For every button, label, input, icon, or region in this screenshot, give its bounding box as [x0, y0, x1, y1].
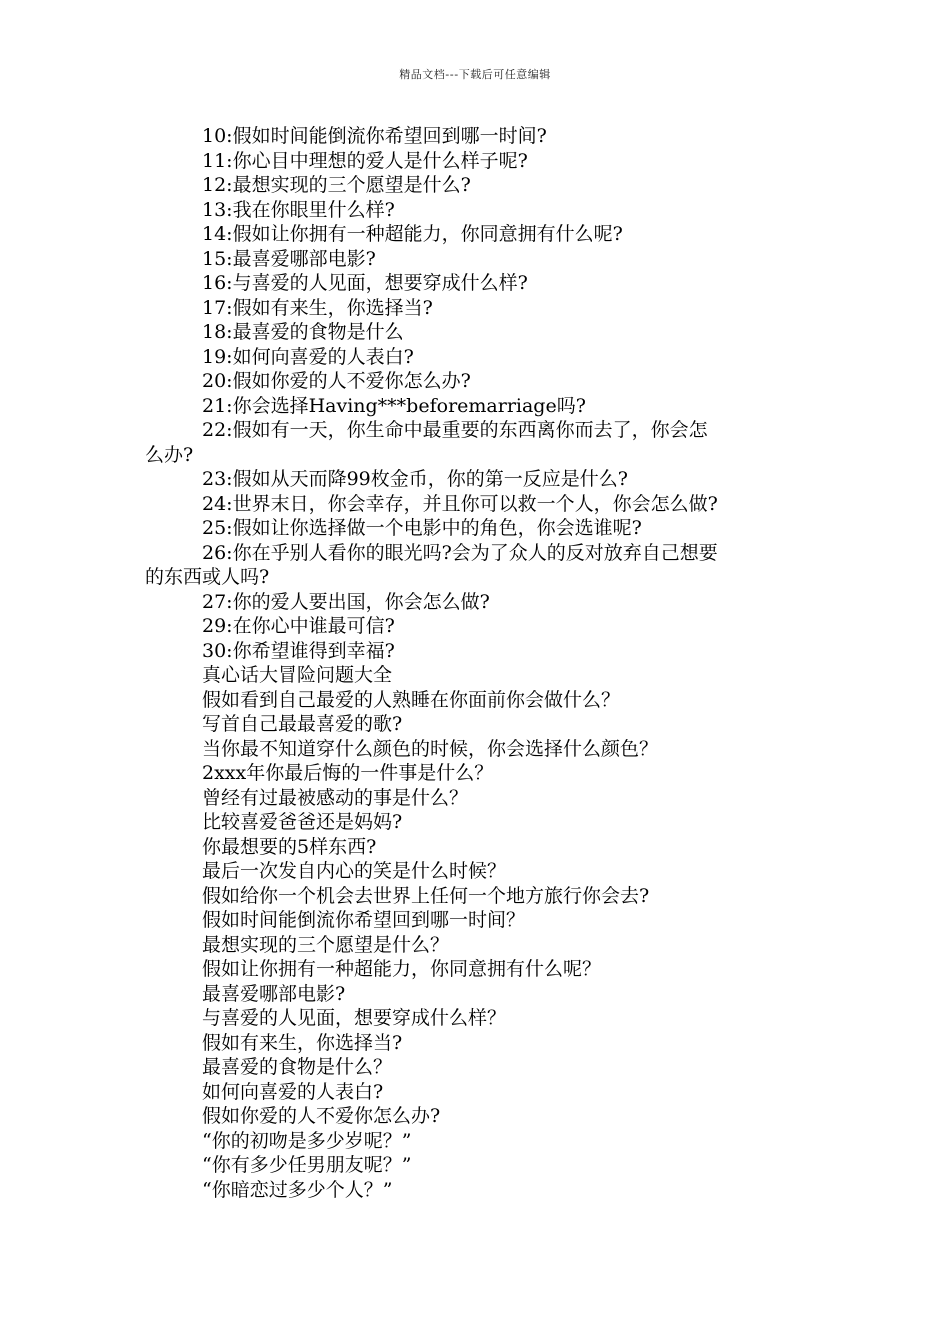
page-header: 精品文档---下载后可任意编辑 [399, 68, 551, 81]
text-line: 10:假如时间能倒流你希望回到哪一时间? [202, 125, 547, 147]
text-line: 26:你在乎别人看你的眼光吗?会为了众人的反对放弃自己想要 [202, 541, 718, 564]
text-line: 11:你心目中理想的爱人是什么样子呢? [202, 149, 528, 172]
text-line: 15:最喜爱哪部电影? [202, 247, 376, 270]
text-line: 假如看到自己最爱的人熟睡在你面前你会做什么？ [202, 688, 621, 711]
text-line: 29:在你心中谁最可信? [202, 615, 395, 637]
text-line: 比较喜爱爸爸还是妈妈? [202, 811, 403, 833]
text-line: 当你最不知道穿什么颜色的时候，你会选择什么颜色？ [202, 737, 659, 760]
text-line: 16:与喜爱的人见面，想要穿成什么样? [202, 272, 528, 294]
text-line: 真心话大冒险问题大全 [202, 664, 393, 686]
text-line: “你有多少任男朋友呢？” [202, 1154, 412, 1176]
text-line: 最想实现的三个愿望是什么？ [202, 933, 450, 956]
text-line: 曾经有过最被感动的事是什么？ [202, 786, 469, 809]
text-line: 写首自己最最喜爱的歌? [202, 713, 403, 735]
text-line: 假如有来生，你选择当? [202, 1031, 403, 1054]
text-line: 与喜爱的人见面，想要穿成什么样？ [202, 1007, 507, 1029]
text-line: 如何向喜爱的人表白? [202, 1080, 384, 1103]
text-line: 的东西或人吗? [145, 566, 270, 588]
text-line: 13:我在你眼里什么样? [202, 198, 395, 221]
text-line: 30:你希望谁得到幸福? [202, 639, 395, 662]
text-line: 假如给你一个机会去世界上任何一个地方旅行你会去? [202, 884, 650, 907]
text-line: 12:最想实现的三个愿望是什么? [202, 174, 471, 196]
text-line: 21:你会选择Having***beforemarriage吗? [202, 394, 586, 417]
text-line: 么办? [145, 443, 194, 466]
text-line: “你的初吻是多少岁呢？” [202, 1129, 412, 1152]
text-line: 17:假如有来生，你选择当? [202, 296, 433, 319]
document-body [145, 124, 815, 1202]
text-line: 14:假如让你拥有一种超能力，你同意拥有什么呢? [202, 223, 623, 245]
text-line: 假如时间能倒流你希望回到哪一时间？ [202, 909, 526, 931]
text-line: 18:最喜爱的食物是什么 [202, 321, 404, 343]
text-line: 19:如何向喜爱的人表白? [202, 345, 414, 368]
text-line: 22:假如有一天，你生命中最重要的东西离你而去了，你会怎 [202, 419, 708, 441]
text-line: 你最想要的5样东西? [202, 835, 377, 858]
text-line: 27:你的爱人要出国，你会怎么做? [202, 590, 490, 613]
text-line: 假如让你拥有一种超能力，你同意拥有什么呢？ [202, 958, 602, 980]
text-line: 假如你爱的人不爱你怎么办? [202, 1105, 441, 1127]
text-line: 20:假如你爱的人不爱你怎么办? [202, 370, 471, 392]
text-line: “你暗恋过多少个人？” [202, 1178, 393, 1201]
text-line: 24:世界末日，你会幸存，并且你可以救一个人，你会怎么做? [202, 492, 718, 515]
text-line: 最喜爱哪部电影? [202, 982, 346, 1005]
text-line: 2xxx年你最后悔的一件事是什么？ [202, 762, 494, 784]
text-line: 最喜爱的食物是什么？ [202, 1056, 393, 1078]
text-line: 最后一次发自内心的笑是什么时候？ [202, 860, 507, 882]
text-line: 25:假如让你选择做一个电影中的角色，你会选谁呢? [202, 517, 642, 539]
text-line: 23:假如从天而降99枚金币，你的第一反应是什么? [202, 468, 628, 490]
